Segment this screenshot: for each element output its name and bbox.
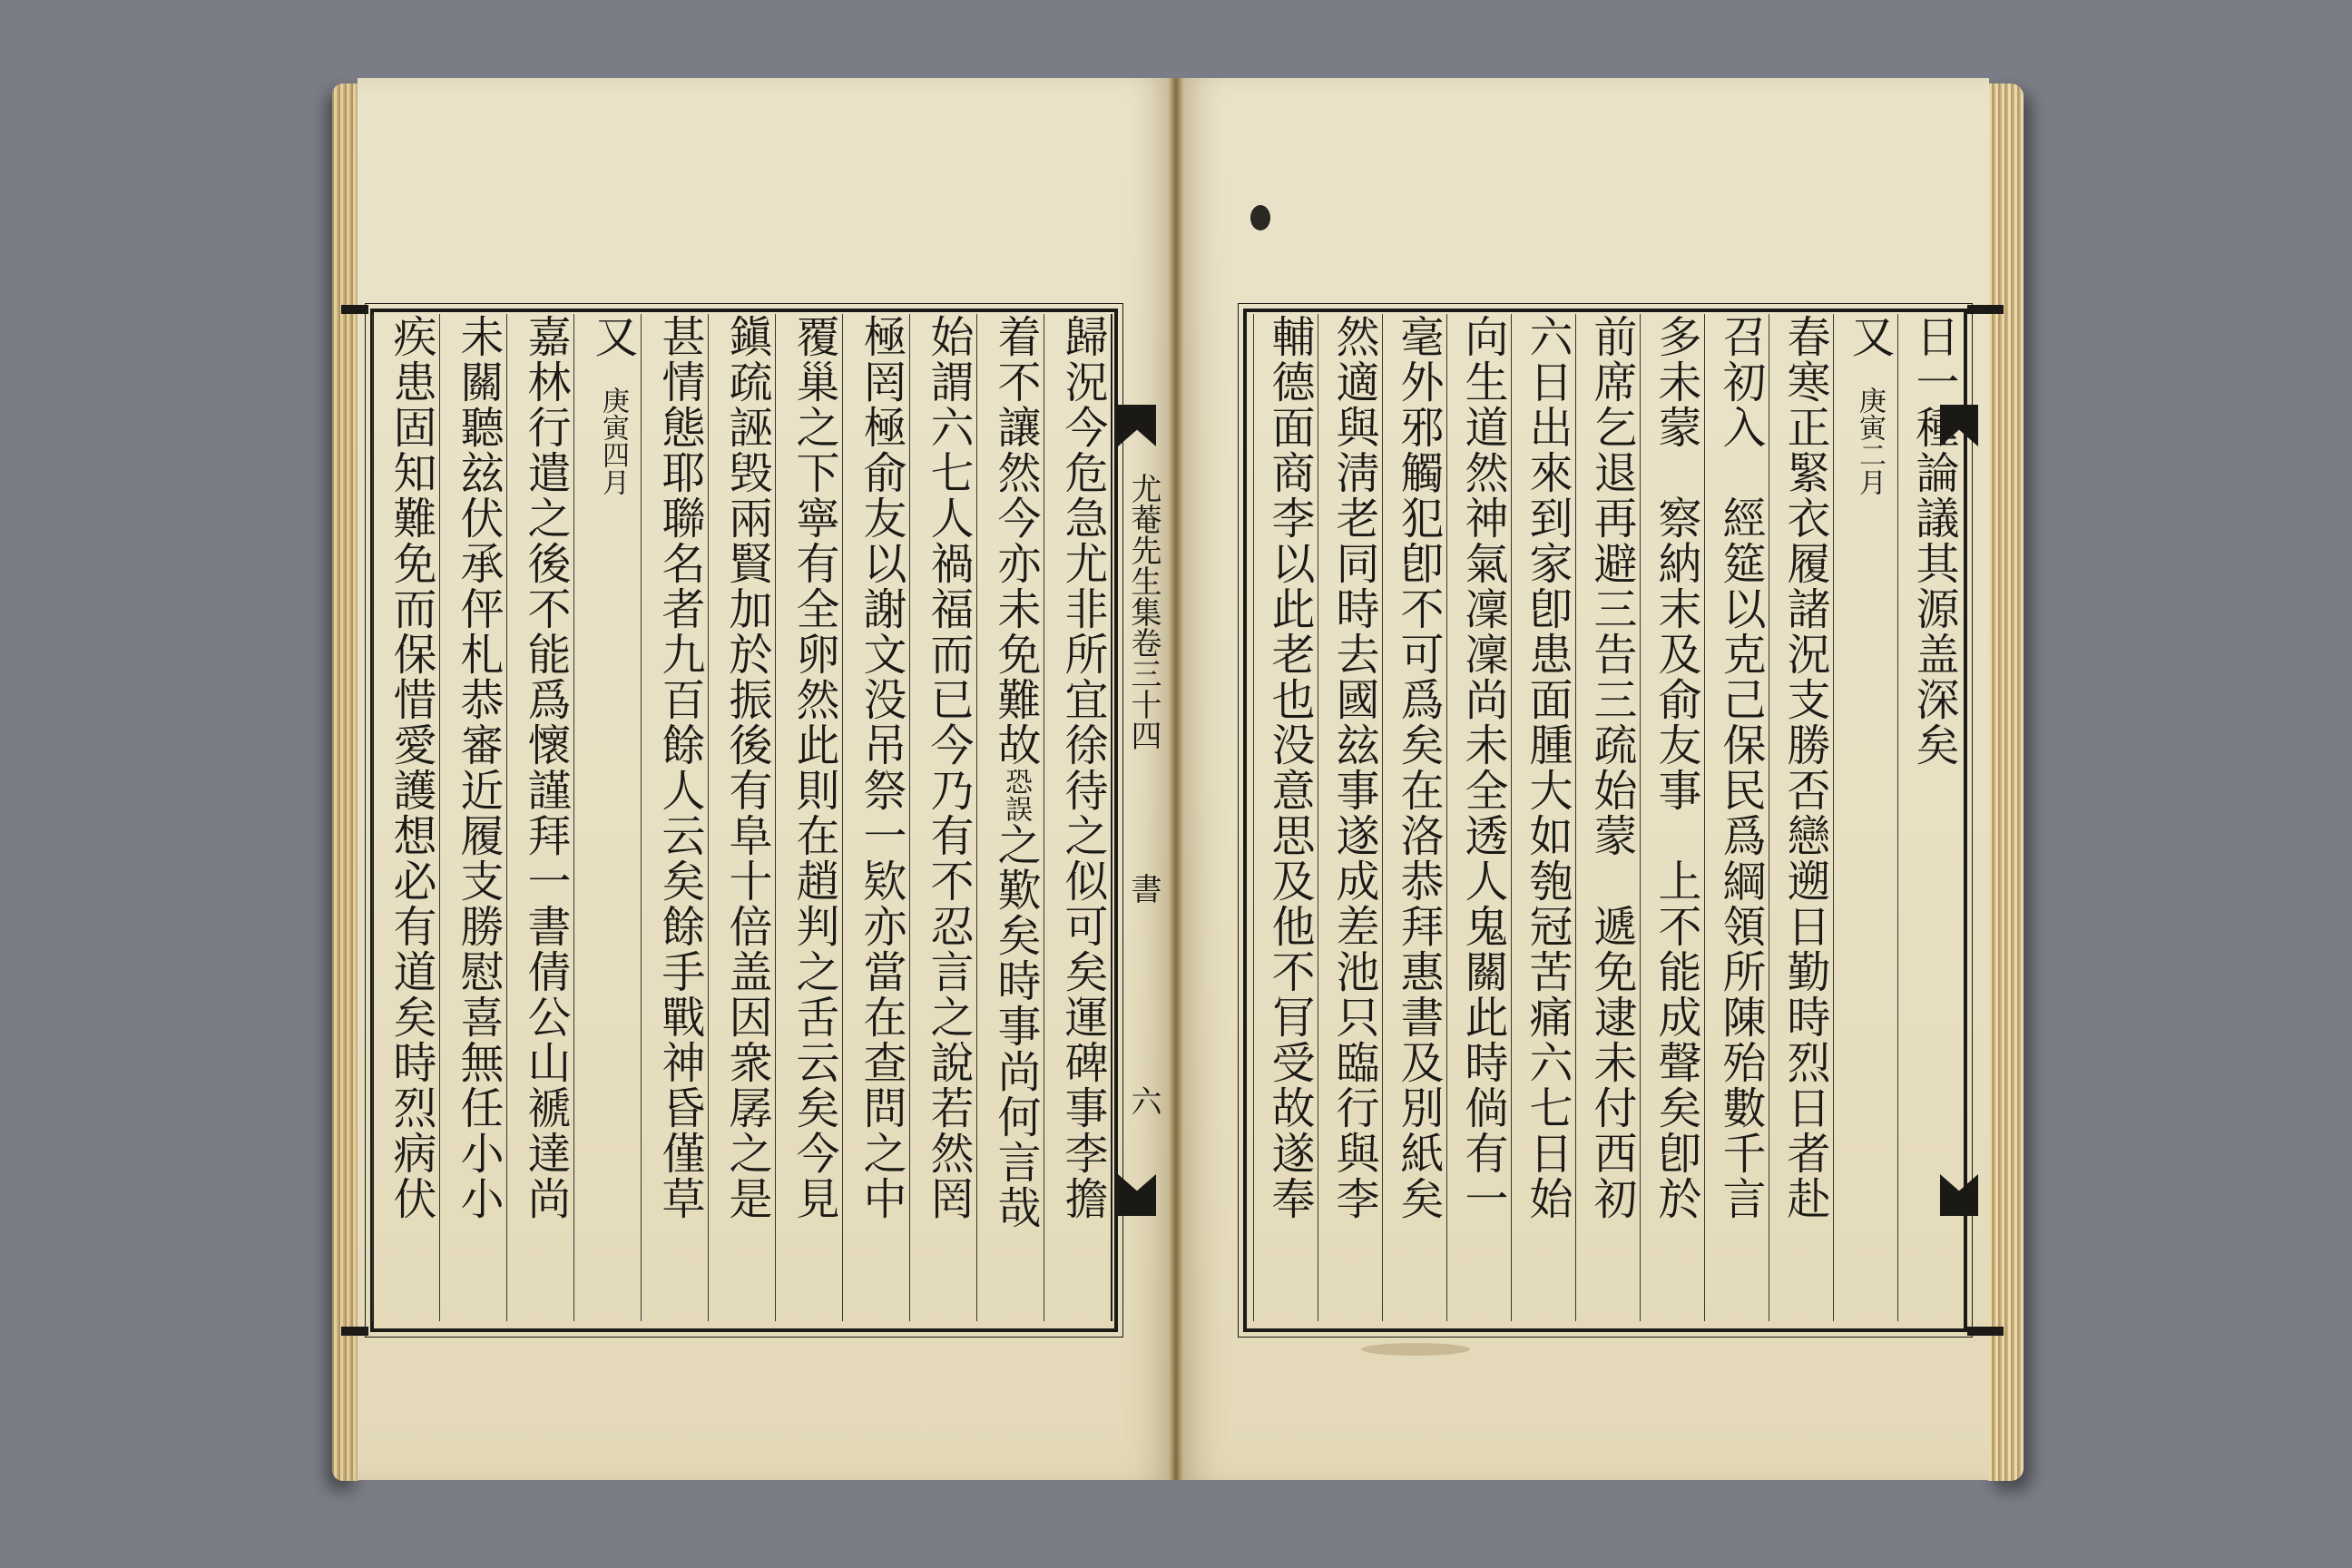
text-column — [1897, 314, 1963, 1321]
book-gutter — [1169, 78, 1183, 1480]
column-text: 鎭疏誣毁兩賢加於振後有阜十倍盖因衆孱之是 — [721, 314, 772, 1221]
section-label: 書 — [1125, 873, 1161, 904]
text-column — [708, 314, 776, 1321]
column-text: 召初入 經筵以克己保民爲綱領所陳殆數千言 — [1715, 314, 1766, 1221]
column-text: 春寒正緊衣履諸況支勝否戀遡日勤時烈日者赴 — [1779, 314, 1830, 1221]
paper-stain — [1361, 1343, 1470, 1356]
text-column — [439, 314, 507, 1321]
column-text: 多未蒙 察納末及俞友事 上不能成聲矣卽於 — [1651, 314, 1701, 1221]
binding-thread-top-left — [341, 305, 368, 314]
text-column — [775, 314, 843, 1321]
text-column — [1253, 314, 1318, 1321]
column-text: 輔德面商李以此老也没意思及他不肎受故遂奉 — [1264, 314, 1315, 1221]
text-column — [372, 314, 440, 1321]
text-column — [976, 314, 1044, 1321]
text-column — [1640, 314, 1705, 1321]
text-column — [1575, 314, 1641, 1321]
column-text: 六日出來到家卽患面腫大如匏冠苦痛六七日始 — [1522, 314, 1573, 1221]
column-text: 又 — [587, 314, 638, 359]
text-column — [842, 314, 910, 1321]
left-page-edges — [332, 83, 359, 1481]
column-text: 疾患固知難免而保惜愛護想必有道矣時烈病伏 — [386, 314, 436, 1221]
text-column — [1704, 314, 1769, 1321]
column-text: 前席乞退再避三告三疏始蒙 遞免逮未付西初 — [1586, 314, 1637, 1221]
binding-thread-bottom-left — [341, 1327, 368, 1336]
column-text: 着不讓然今亦未免難故 — [990, 314, 1041, 768]
book-title: 尤菴先生集卷三十四 — [1125, 473, 1161, 750]
fishtail-top-icon — [1118, 405, 1156, 446]
text-column — [1833, 314, 1898, 1321]
text-column — [1044, 314, 1112, 1321]
column-text: 日一種論議其源盖深矣 — [1908, 314, 1959, 768]
text-column — [1769, 314, 1834, 1321]
column-text: 歸況今危急尤非所宜徐待之似可矣運碑事李擔 — [1057, 314, 1108, 1221]
text-column — [1511, 314, 1576, 1321]
column-text: 未關聽玆伏承伻札恭審近履支勝慰喜無任小小 — [453, 314, 504, 1221]
column-text: 向生道然神氣凜凜尚未全透人鬼關此時倘有一 — [1457, 314, 1508, 1221]
text-column — [1382, 314, 1447, 1321]
text-column — [1318, 314, 1383, 1321]
ink-blot — [1250, 205, 1270, 230]
binding-thread-bottom-right — [1967, 1327, 2004, 1336]
title-block-strip — [1111, 314, 1161, 1321]
right-page-edges — [1987, 83, 2024, 1481]
text-column — [573, 314, 642, 1321]
annotation-text: 恐誤 — [1000, 768, 1032, 822]
date-note: 庚寅二月 — [1854, 359, 1886, 495]
column-text: 又 — [1844, 314, 1895, 359]
page-number: 六 — [1125, 1085, 1161, 1116]
column-text: 毫外邪觸犯卽不可爲矣在洛恭拜惠書及別紙矣 — [1393, 314, 1444, 1221]
column-text-tail: 之歎矣時事尚何言哉 — [990, 822, 1041, 1230]
column-text: 然適與淸老同時去國玆事遂成差池只臨行與李 — [1328, 314, 1379, 1221]
column-text: 覆巢之下寧有全卵然此則在趙判之舌云矣今見 — [789, 314, 839, 1221]
date-note: 庚寅四月 — [597, 359, 629, 495]
binding-thread-top-right — [1967, 305, 2004, 314]
column-text: 始謂六七人禍福而已今乃有不忍言之說若然罔 — [923, 314, 974, 1221]
text-column — [641, 314, 709, 1321]
fishtail-bottom-icon — [1118, 1174, 1156, 1216]
text-column — [909, 314, 977, 1321]
text-column — [506, 314, 574, 1321]
column-text: 極罔極俞友以謝文没吊祭一欵亦當在查問之中 — [856, 314, 906, 1221]
column-text: 嘉林行遣之後不能爲懷謹拜一書倩公山褫達尚 — [520, 314, 571, 1221]
text-column — [1446, 314, 1512, 1321]
column-text: 甚情態耶聯名者九百餘人云矣餘手戰神昏僅草 — [654, 314, 705, 1221]
